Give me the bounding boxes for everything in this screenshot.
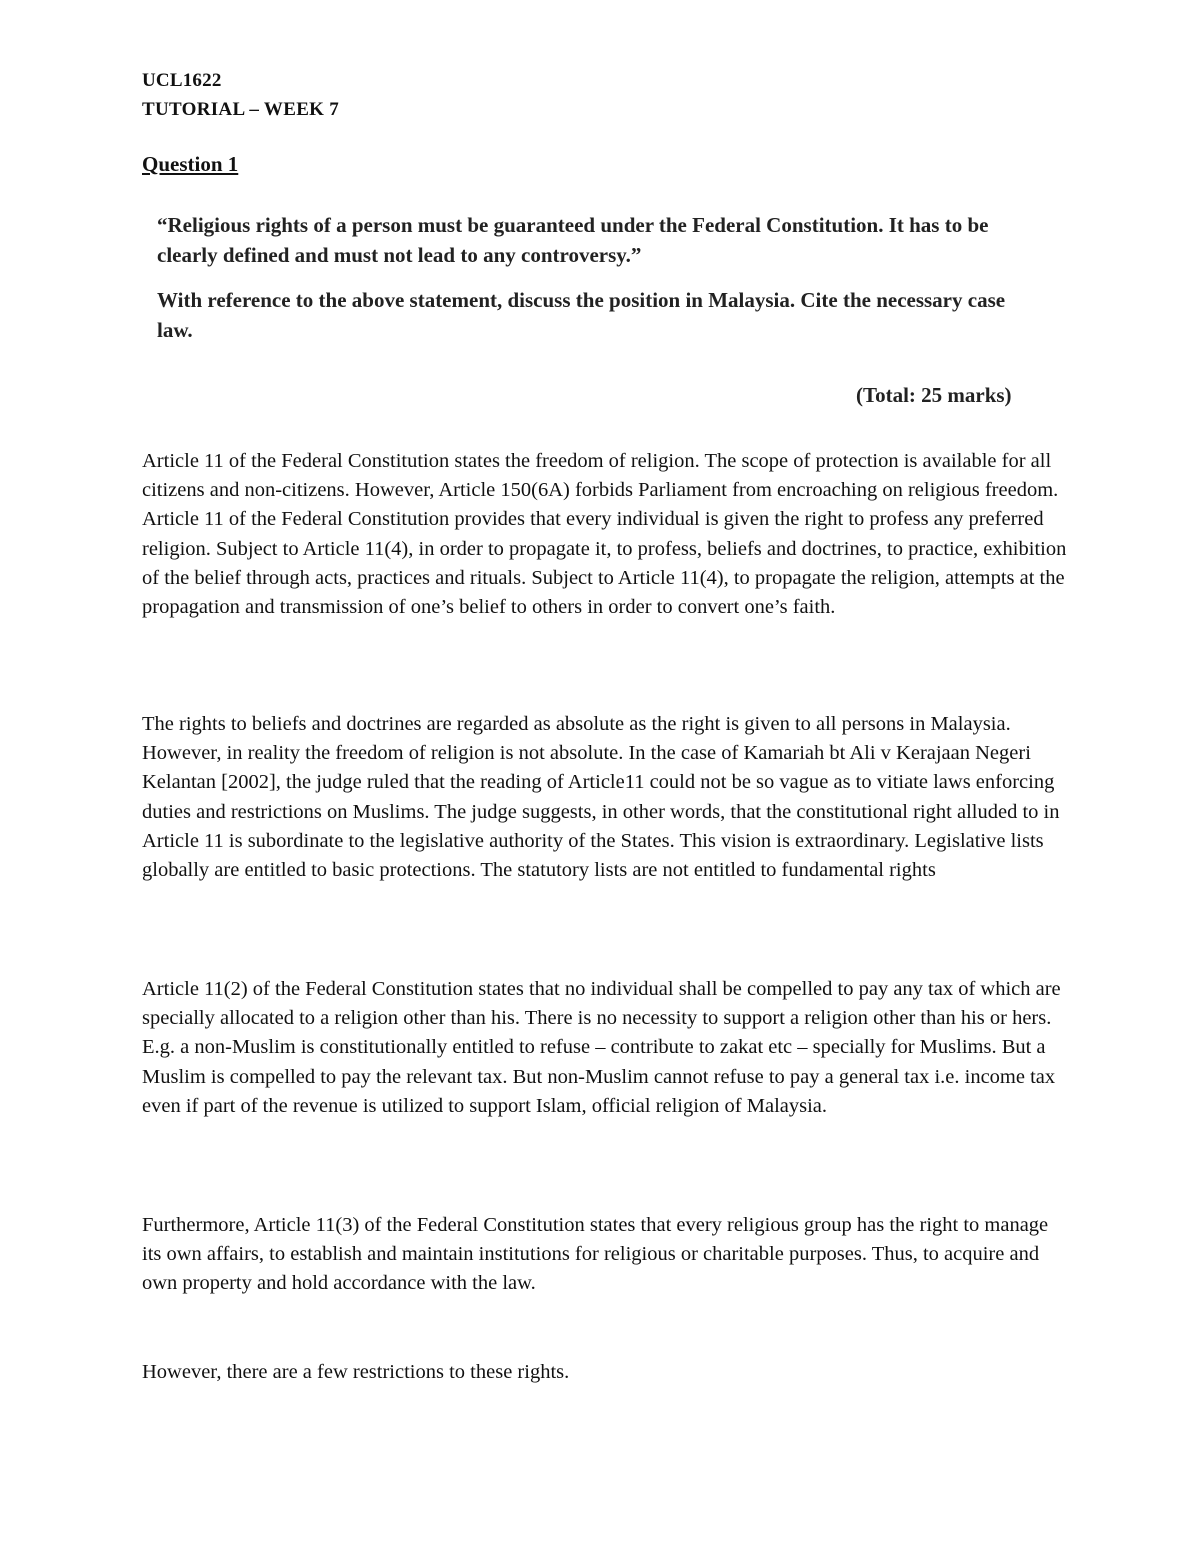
question-quote: “Religious rights of a person must be guaranteed under the Federal Constitution. It has to be clearly defined and must not lead to any controversy.” — [157, 213, 989, 267]
tutorial-week: TUTORIAL – WEEK 7 — [142, 99, 340, 120]
question-marks: (Total: 25 marks) — [856, 383, 1012, 407]
course-code: UCL1622 — [142, 70, 222, 91]
question-instruction: With reference to the above statement, discuss the position in Malaysia. Cite the necessary case law. — [157, 288, 1006, 342]
answer-paragraph: The rights to beliefs and doctrines are regarded as absolute as the right is given to all persons in Malaysia. However, in reality the freedom of religion is not absolute. In the case of Kamariah bt Ali v Kerajaan Negeri Kelantan [2002], the judge ruled that the reading of Article11 could not be so vague as to vitiate laws enforcing duties and restrictions on Muslims. The judge suggests, in other words, that the constitutional right alluded to in Article 11 is subordinate to the legislative authority of the States. This vision is extraordinary. Legislative lists globally are entitled to basic protections. The statutory lists are not entitled to fundamental rights — [142, 713, 1060, 882]
answer-paragraph: Furthermore, Article 11(3) of the Federal Constitution states that every religious group has the right to manage its own affairs, to establish and maintain institutions for religious or charitable purposes. Thus, to acquire and own property and hold accordance with the law. — [142, 1214, 1049, 1295]
answer-paragraph: Article 11 of the Federal Constitution states the freedom of religion. The scope of protection is available for all citizens and non-citizens. However, Article 150(6A) forbids Parliament from encroaching on religious freedom. Article 11 of the Federal Constitution provides that every individual is given the right to profess any preferred religion. Subject to Article 11(4), in order to propagate it, to profess, beliefs and doctrines, to practice, exhibition of the belief through acts, practices and rituals. Subject to Article 11(4), to propagate the religion, attempts at the propagation and transmission of one’s belief to others in order to convert one’s faith. — [142, 450, 1067, 619]
answer-paragraph: However, there are a few restrictions to these rights. — [142, 1361, 570, 1383]
question-block — [157, 210, 1037, 360]
answer-paragraph: Article 11(2) of the Federal Constitution states that no individual shall be compelled to pay any tax of which are specially allocated to a religion other than his. There is no necessity to support a religion other than his or hers. E.g. a non-Muslim is constitutionally entitled to refuse – contribute to zakat etc – specially for Muslims. But a Muslim is compelled to pay the relevant tax. But non-Muslim cannot refuse to pay a general tax i.e. income tax even if part of the revenue is utilized to support Islam, official religion of Malaysia. — [142, 978, 1061, 1117]
question-title: Question 1 — [142, 152, 239, 176]
